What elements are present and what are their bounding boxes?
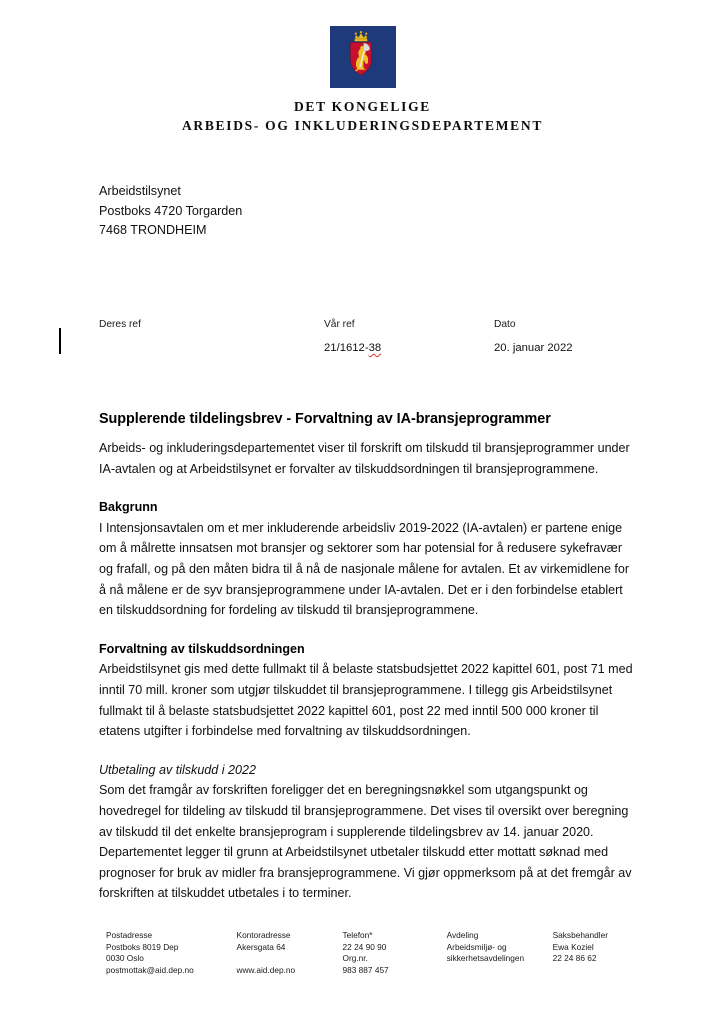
section-body-bakgrunn: I Intensjonsavtalen om et mer inkluderende arbeidsliv 2019-2022 (IA-avtalen) er partene enige om å målrette innsatsen mot bransjer og sektorer som har potensial for å redusere sykefravær og frafall, og på den måten bidra til å nå de nasjonale målene for avtalen. Et av virkemidlene for å nå målene er de syv bransjeprogrammene under IA-avtalen. Det er i den forbindelse etablert en tilskuddsordning for fordeling av tilskudd til bransjeprogrammene.	[99, 520, 630, 618]
var-ref-sequence-spellcheck: 38	[368, 342, 382, 354]
intro-paragraph: Arbeids- og inkluderingsdepartementet viser til forskrift om tilskudd til bransjeprogrammer under IA-avtalen og at Arbeidstilsynet er forvalter av tilskuddsordningen til bransjeprogrammene.	[99, 441, 630, 476]
department-name	[0, 98, 725, 135]
recipient-address-line: Postboks 4720 Torgarden	[99, 203, 243, 218]
dato-label: Dato	[494, 319, 516, 330]
footer-avdeling-line1: Arbeidsmiljø- og	[446, 941, 507, 952]
page-footer	[106, 930, 636, 976]
footer-kontoradresse-line1: Akersgata 64	[236, 941, 286, 952]
page-title: Supplerende tildelingsbrev - Forvaltning av IA-bransjeprogrammer	[99, 411, 551, 427]
footer-heading-postadresse: Postadresse	[106, 930, 153, 940]
footer-heading-saksbehandler: Saksbehandler	[552, 930, 608, 940]
recipient-name: Arbeidstilsynet	[99, 184, 181, 198]
recipient-postal-city: 7468 TRONDHEIM	[99, 223, 207, 237]
footer-heading-avdeling: Avdeling	[446, 930, 479, 940]
footer-postadresse-line2: 0030 Oslo	[106, 953, 144, 964]
reference-row	[99, 318, 629, 355]
dato-value: 20. januar 2022	[494, 342, 573, 354]
footer-column-saksbehandler	[553, 930, 636, 976]
reference-column-var-ref	[324, 318, 494, 355]
section-body-forvaltning: Arbeidstilsynet gis med dette fullmakt til å belaste statsbudsjettet 2022 kapittel 601, post 71 med inntil 70 mill. kroner som utgjør tilskuddet til bransjeprogrammene. I tillegg gis Arbeidstilsynet fullmakt til å belaste statsbudsjettet 2022 kapittel 601, post 22 med inntil 500 000 kroner til etatens utgifter i forbindelse med forvaltning av tilskuddsordningen.	[99, 662, 633, 739]
footer-column-telefon	[343, 930, 447, 976]
footer-saksbehandler-name: Ewa Koziel	[552, 941, 594, 952]
footer-telefon-number: 22 24 90 90	[342, 941, 387, 952]
department-line-royal: DET KONGELIGE	[293, 99, 431, 114]
subsection-heading-utbetaling: Utbetaling av tilskudd i 2022	[99, 762, 256, 777]
var-ref-label: Vår ref	[324, 319, 355, 330]
var-ref-number: 21/1612-	[324, 342, 369, 354]
footer-column-avdeling	[447, 930, 553, 976]
footer-postadresse-email[interactable]: postmottak@aid.dep.no	[106, 964, 194, 975]
deres-ref-label: Deres ref	[99, 319, 141, 330]
letter-body	[99, 410, 636, 904]
footer-column-postadresse	[106, 930, 237, 976]
footer-column-kontoradresse	[237, 930, 343, 976]
footer-kontoradresse-website[interactable]: www.aid.dep.no	[236, 964, 296, 975]
footer-heading-kontoradresse: Kontoradresse	[236, 930, 291, 940]
footer-avdeling-line2: sikkerhetsavdelingen	[446, 953, 525, 964]
footer-saksbehandler-phone: 22 24 86 62	[552, 953, 597, 964]
letterhead	[0, 26, 725, 135]
track-changes-bar	[59, 328, 61, 354]
footer-orgnr-value: 983 887 457	[342, 964, 389, 975]
reference-column-deres-ref	[99, 318, 324, 355]
coat-of-arms-icon	[330, 26, 396, 88]
footer-kontoradresse-spacer	[237, 953, 337, 965]
section-heading-forvaltning: Forvaltning av tilskuddsordningen	[99, 641, 305, 656]
subsection-body-utbetaling: Som det framgår av forskriften foreligger det en beregningsnøkkel som utgangspunkt og hovedregel for tildeling av tilskudd til bransjeprogrammene. Det vises til oversikt over beregning av tilskudd til det enkelte bransjeprogram i supplerende tildelingsbrev av 14. januar 2020. Departementet legger til grunn at Arbeidstilsynet utbetaler tilskudd etter mottatt søknad med prognoser for bruk av midler fra bransjeprogrammene. Vi gjør oppmerksom på at det fremgår av forskriften at tilskuddet utbetales i to terminer.	[99, 783, 632, 901]
footer-heading-telefon: Telefon*	[342, 930, 373, 940]
reference-column-dato	[494, 318, 629, 355]
recipient-address	[99, 182, 242, 241]
section-heading-bakgrunn: Bakgrunn	[99, 500, 158, 515]
var-ref-value	[324, 341, 494, 355]
footer-postadresse-line1: Postboks 8019 Dep	[106, 941, 179, 952]
department-line-ministry: ARBEIDS- OG INKLUDERINGSDEPARTEMENT	[181, 117, 544, 133]
footer-orgnr-label: Org.nr.	[342, 953, 368, 964]
